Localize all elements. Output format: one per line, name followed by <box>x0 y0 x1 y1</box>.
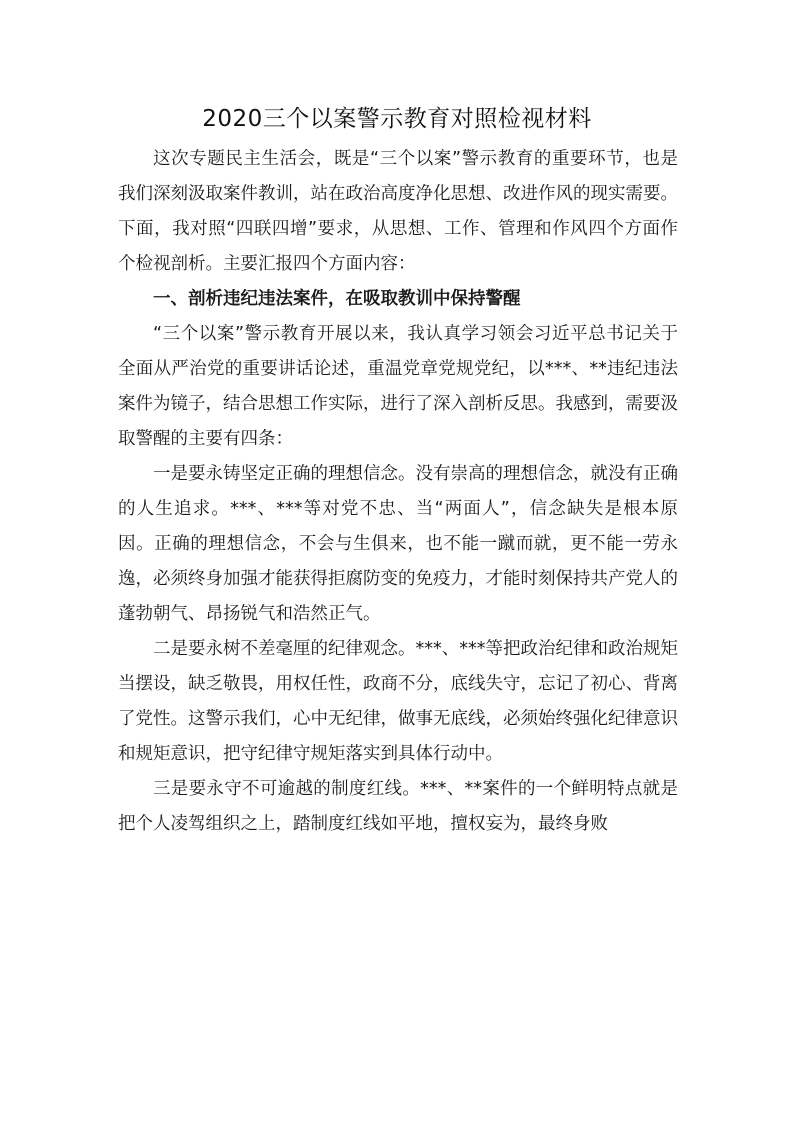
paragraph-point-1: 一是要永铸坚定正确的理想信念。没有崇高的理想信念，就没有正确的人生追求。***、***等对党不忠、当“两面人”，信念缺失是根本原因。正确的理想信念，不会与生俱来，也不能一蹴而就，更不能一劳永逸，必须终身加强才能获得拒腐防变的免疫力，才能时刻保持共产党人的蓬勃朝气、昂扬锐气和浩然正气。 <box>118 464 678 624</box>
paragraph-section-1-intro: “三个以案”警示教育开展以来，我认真学习领会习近平总书记关于全面从严治党的重要讲话论述，重温党章党规党纪，以***、**违纪违法案件为镜子，结合思想工作实际，进行了深入剖析反思。我感到，需要汲取警醒的主要有四条： <box>118 324 678 449</box>
paragraph-intro: 这次专题民主生活会，既是“三个以案”警示教育的重要环节，也是我们深刻汲取案件教训，站在政治高度净化思想、改进作风的现实需要。下面，我对照“四联四增”要求，从思想、工作、管理和作风四个方面作个检视剖析。主要汇报四个方面内容： <box>118 149 678 274</box>
paragraph-point-2: 二是要永树不差毫厘的纪律观念。***、***等把政治纪律和政治规矩当摆设，缺乏敬畏，用权任性，政商不分，底线失守，忘记了初心、背离了党性。这警示我们，心中无纪律，做事无底线，必须始终强化纪律意识和规矩意识，把守纪律守规矩落实到具体行动中。 <box>118 639 678 764</box>
section-heading-1: 一、剖析违纪违法案件，在吸取教训中保持警醒 <box>153 289 521 309</box>
paragraph-point-3: 三是要永守不可逾越的制度红线。***、**案件的一个鲜明特点就是把个人凌驾组织之上，踏制度红线如平地，擅权妄为，最终身败 <box>118 779 678 834</box>
document-title: 2020三个以案警示教育对照检视材料 <box>202 106 592 132</box>
document-body <box>118 142 678 842</box>
